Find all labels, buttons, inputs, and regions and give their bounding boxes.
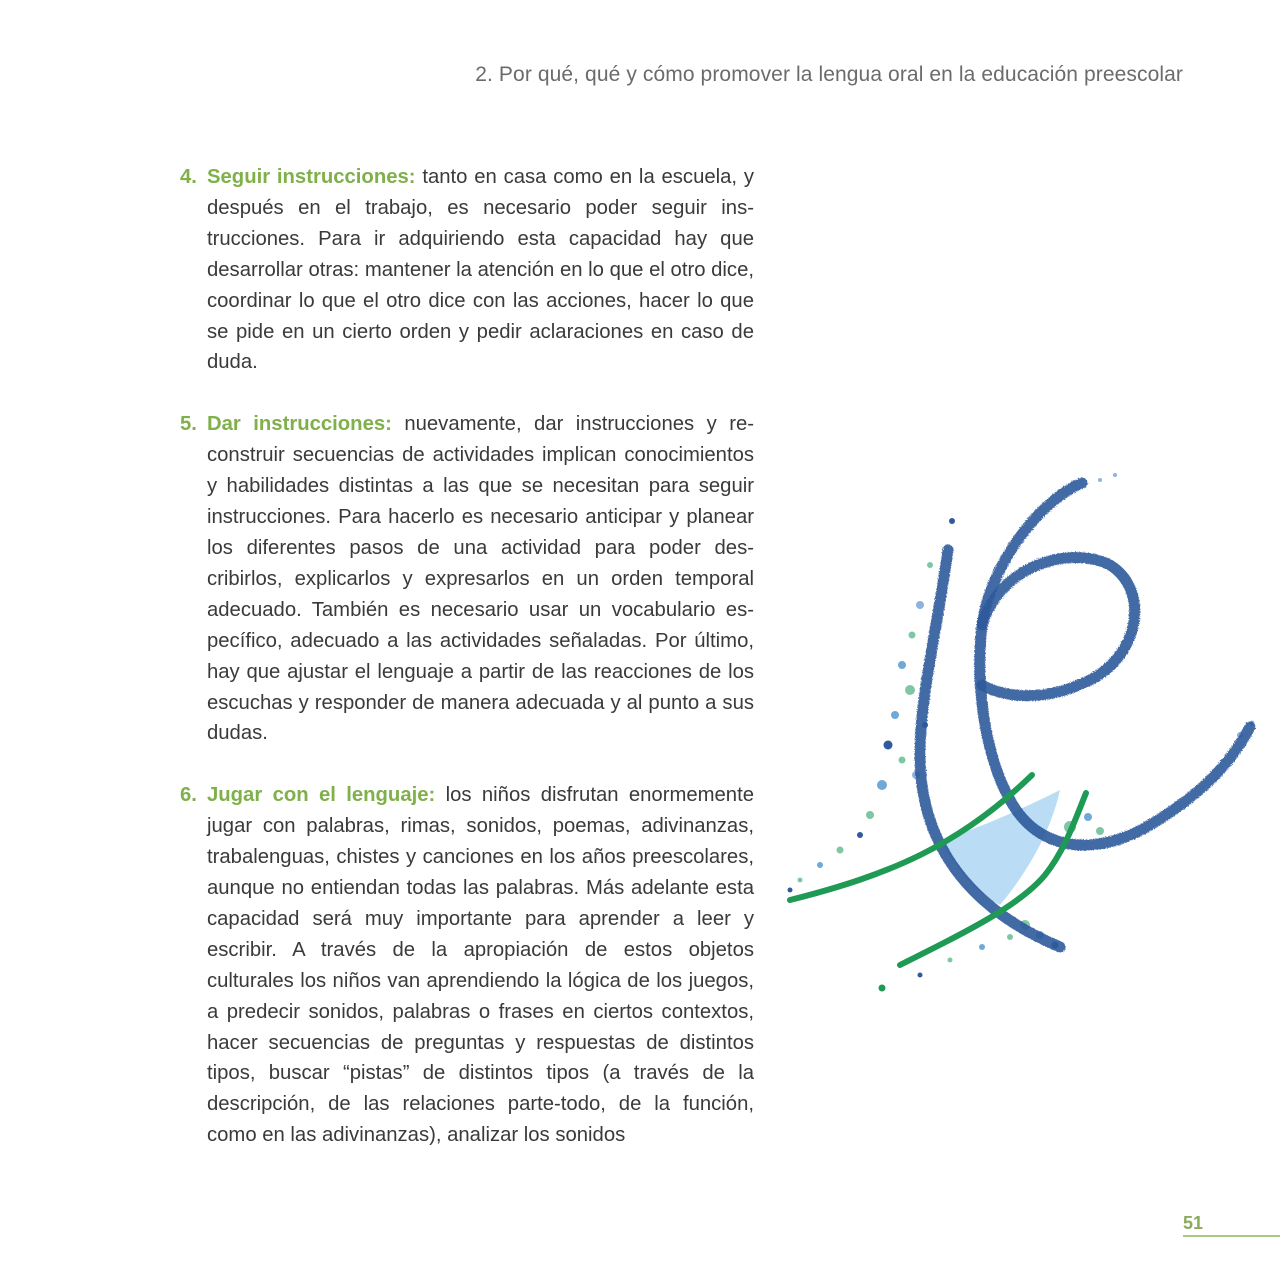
spray-dots — [788, 473, 1255, 992]
item-text: tanto en casa como en la escuela, y después en el trabajo, es necesario poder seguir instrucciones. Para ir adquiriendo esta capacidad hay que desarrollar otras: mantener la atención en lo que el otro dice, coordinar lo que el otro dice con las acciones, hacer lo que se pide en un cierto orden y pedir aclaraciones en caso de duda. — [207, 166, 754, 374]
decorative-brush-illustration — [770, 455, 1270, 1000]
item-term: Seguir instrucciones: — [207, 166, 416, 188]
blue-loop-head — [982, 558, 1135, 696]
body-text — [178, 162, 754, 1182]
item-term: Dar instrucciones: — [207, 413, 392, 436]
running-header: 2. Por qué, qué y cómo promover la lengua oral en la educación preescolar — [475, 63, 1183, 86]
item-text: nuevamente, dar instrucciones y reconstruir secuencias de actividades implican conocimientos y habilidades distintas a las que se necesitan para seguir instrucciones. Para hacerlo es necesario anticipar y planear los diferentes pasos de una actividad para poder describirlos, explicarlos y expresarlos en un orden temporal adecuado. También es necesario usar un vocabulario específico, adecuado a las actividades señaladas. Por último, hay que ajustar el lenguaje a partir de las reacciones de los escuchas y responder de manera adecuada y al punto a sus dudas. — [207, 413, 754, 745]
item-number: 6. — [180, 784, 197, 807]
item-text: los niños disfrutan enormemente jugar con palabras, rimas, sonidos, poemas, adivinanzas, trabalenguas, chistes y canciones en los años preescolares, aunque no entiendan todas las palabras. Más adelante esta capacidad será muy importante para aprender a leer y escribir. A través de la apropiación de estos objetos culturales los niños van aprendiendo la lógica de los juegos, a predecir sonidos, palabras o frases en ciertos contextos, hacer secuencias de preguntas y respuestas de distintos tipos, buscar “pistas” de distintos tipos (a través de la descripción, de las relaciones parte-todo, de la función, como en las adivinanzas), analizar los sonidos — [207, 784, 755, 1147]
item-number: 5. — [180, 413, 197, 436]
list-item — [178, 409, 754, 749]
page-number: 51 — [1183, 1213, 1204, 1233]
list-item — [178, 780, 754, 1151]
item-number: 4. — [180, 166, 197, 188]
list-item — [178, 162, 754, 378]
page-number-rule — [1183, 1235, 1280, 1237]
item-term: Jugar con el lenguaje: — [207, 784, 436, 807]
